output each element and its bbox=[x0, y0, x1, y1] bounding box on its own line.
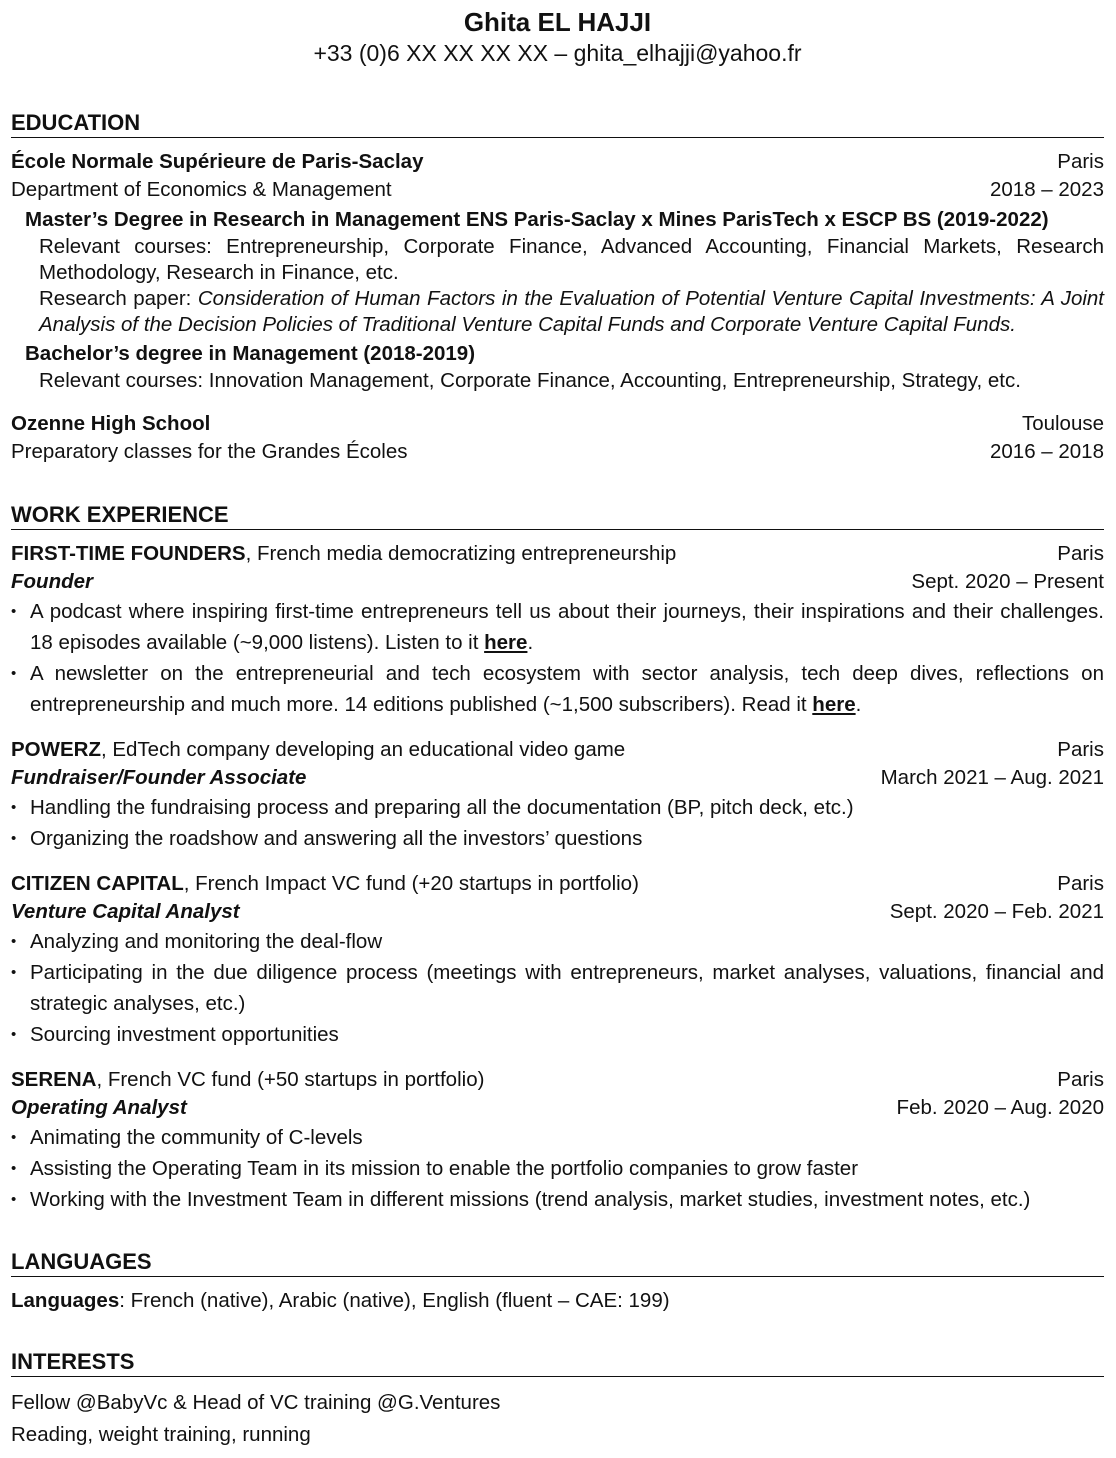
list-item: • Working with the Investment Team in different missions (trend analysis, market studies, investment notes, etc.) bbox=[11, 1184, 1104, 1215]
bachelor-title: Bachelor’s degree in Management (2018-2019) bbox=[25, 342, 476, 365]
list-item: • Handling the fundraising process and preparing all the documentation (BP, pitch deck, etc.) bbox=[11, 792, 1104, 823]
bachelor-courses-label: Relevant courses: bbox=[39, 369, 204, 392]
serena-bullets bbox=[11, 1122, 1104, 1215]
serena-company: SERENA bbox=[11, 1068, 97, 1091]
masters-title: Master’s Degree in Research in Management ENS Paris-Saclay x Mines ParisTech x ESCP BS (2019-2022) bbox=[25, 208, 1049, 231]
masters-courses-label: Relevant courses: bbox=[39, 235, 212, 258]
ftf-location: Paris bbox=[1057, 542, 1104, 565]
list-item: • Participating in the due diligence process (meetings with entrepreneurs, market analyses, valuations, financial and strategic analyses, etc.) bbox=[11, 957, 1104, 1019]
ozenne-dates: 2016 – 2018 bbox=[989, 440, 1104, 463]
job-citizen-capital bbox=[11, 870, 1104, 1050]
newsletter-link[interactable]: here bbox=[812, 693, 856, 716]
resume-header bbox=[11, 6, 1104, 68]
ftf-desc: , French media democratizing entrepreneurship bbox=[245, 542, 677, 565]
ftf-role: Founder bbox=[11, 570, 93, 593]
podcast-link[interactable]: here bbox=[484, 631, 528, 654]
research-paper bbox=[11, 286, 1104, 338]
ftf-bullet-1-text: A podcast where inspiring first-time entrepreneurs tell us about their journeys, their inspirations and their challenges. 18 episodes available (~9,000 listens). Listen to it bbox=[30, 600, 1104, 654]
list-item bbox=[11, 658, 1104, 720]
job-powerz bbox=[11, 736, 1104, 854]
powerz-dates: March 2021 – Aug. 2021 bbox=[880, 766, 1104, 789]
list-item: • Animating the community of C-levels bbox=[11, 1122, 1104, 1153]
ens-school: École Normale Supérieure de Paris-Saclay bbox=[11, 150, 424, 173]
ftf-bullet-1-period: . bbox=[527, 631, 534, 654]
citizen-desc: , French Impact VC fund (+20 startups in portfolio) bbox=[183, 872, 639, 895]
ftf-dates: Sept. 2020 – Present bbox=[911, 570, 1104, 593]
powerz-bullets bbox=[11, 792, 1104, 854]
candidate-name: Ghita EL HAJJI bbox=[463, 7, 652, 37]
bachelor-courses bbox=[11, 368, 1104, 394]
job-first-time-founders bbox=[11, 540, 1104, 720]
ftf-bullet-2-period: . bbox=[855, 693, 862, 716]
ozenne-program: Preparatory classes for the Grandes Écoles bbox=[11, 440, 408, 463]
section-title-education: EDUCATION bbox=[11, 110, 1104, 138]
ens-location: Paris bbox=[1057, 150, 1104, 173]
interest-line: Fellow @BabyVc & Head of VC training @G.Ventures bbox=[11, 1391, 501, 1414]
list-item: • Assisting the Operating Team in its mission to enable the portfolio companies to grow faster bbox=[11, 1153, 1104, 1184]
citizen-company: CITIZEN CAPITAL bbox=[11, 872, 184, 895]
citizen-role: Venture Capital Analyst bbox=[11, 900, 240, 923]
job-serena bbox=[11, 1066, 1104, 1215]
powerz-company: POWERZ bbox=[11, 738, 101, 761]
ozenne-school: Ozenne High School bbox=[11, 412, 211, 435]
list-item bbox=[11, 596, 1104, 658]
languages-label: Languages bbox=[11, 1289, 120, 1312]
ens-dates: 2018 – 2023 bbox=[989, 178, 1104, 201]
bachelor-courses-text: Innovation Management, Corporate Finance, Accounting, Entrepreneurship, Strategy, etc. bbox=[203, 369, 1021, 392]
masters-courses-text: Entrepreneurship, Corporate Finance, Advanced Accounting, Financial Markets, Research Methodology, Research in Finance, etc. bbox=[39, 235, 1104, 284]
serena-location: Paris bbox=[1057, 1068, 1104, 1091]
serena-dates: Feb. 2020 – Aug. 2020 bbox=[896, 1096, 1104, 1119]
research-paper-label: Research paper: bbox=[39, 287, 192, 310]
ozenne-location: Toulouse bbox=[1021, 412, 1104, 435]
serena-desc: , French VC fund (+50 startups in portfolio) bbox=[96, 1068, 485, 1091]
languages-line bbox=[11, 1287, 1104, 1315]
powerz-role: Fundraiser/Founder Associate bbox=[11, 766, 307, 789]
citizen-dates: Sept. 2020 – Feb. 2021 bbox=[889, 900, 1104, 923]
section-title-interests: INTERESTS bbox=[11, 1349, 1104, 1377]
list-item: • Sourcing investment opportunities bbox=[11, 1019, 1104, 1050]
ens-department: Department of Economics & Management bbox=[11, 178, 392, 201]
education-ozenne bbox=[11, 410, 1104, 466]
interests-list bbox=[11, 1387, 1104, 1451]
masters-courses bbox=[11, 234, 1104, 286]
powerz-desc: , EdTech company developing an educational video game bbox=[100, 738, 626, 761]
contact-line: +33 (0)6 XX XX XX XX – ghita_elhajji@yahoo.fr bbox=[313, 40, 802, 66]
interest-line: Reading, weight training, running bbox=[11, 1423, 311, 1446]
list-item: • Organizing the roadshow and answering all the investors’ questions bbox=[11, 823, 1104, 854]
section-title-work: WORK EXPERIENCE bbox=[11, 502, 1104, 530]
citizen-location: Paris bbox=[1057, 872, 1104, 895]
section-title-languages: LANGUAGES bbox=[11, 1249, 1104, 1277]
education-ens bbox=[11, 148, 1104, 394]
ftf-bullet-2-text: A newsletter on the entrepreneurial and tech ecosystem with sector analysis, tech deep dives, reflections on entrepreneurship and much more. 14 editions published (~1,500 subscribers). Read it bbox=[30, 662, 1104, 716]
ftf-company: FIRST-TIME FOUNDERS bbox=[11, 542, 246, 565]
serena-role: Operating Analyst bbox=[11, 1096, 187, 1119]
languages-text: : French (native), Arabic (native), English (fluent – CAE: 199) bbox=[119, 1289, 670, 1312]
powerz-location: Paris bbox=[1057, 738, 1104, 761]
research-paper-title: Consideration of Human Factors in the Evaluation of Potential Venture Capital Investments: A Joint Analysis of the Decision Policies of Traditional Venture Capital Funds and Corporate Venture Capital Funds. bbox=[39, 287, 1105, 336]
ftf-bullets bbox=[11, 596, 1104, 720]
citizen-bullets bbox=[11, 926, 1104, 1050]
list-item: • Analyzing and monitoring the deal-flow bbox=[11, 926, 1104, 957]
